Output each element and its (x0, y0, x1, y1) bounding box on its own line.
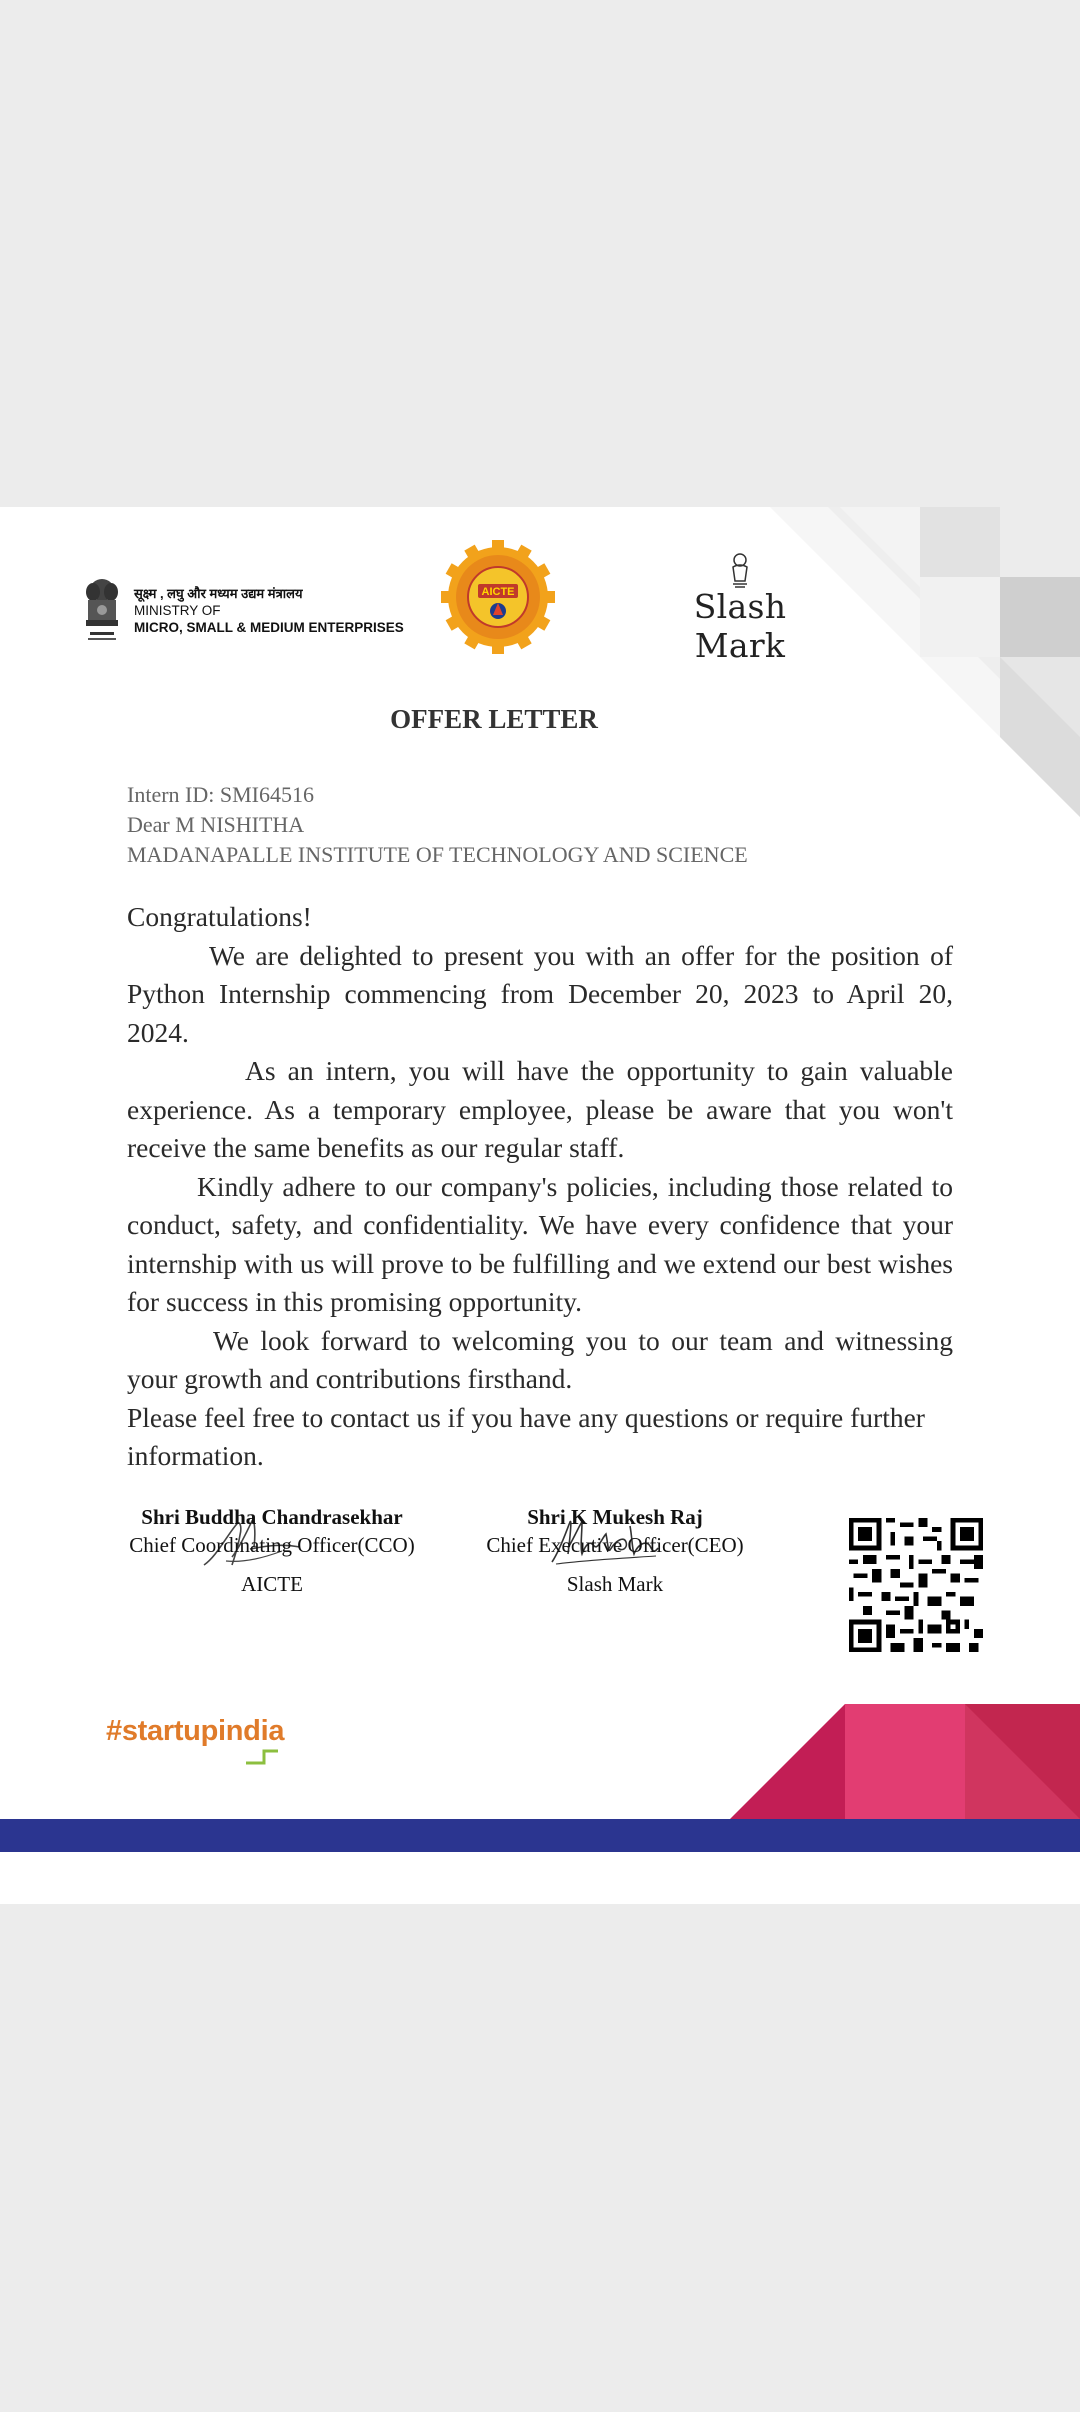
startupindia-arrow-icon (244, 1745, 280, 1767)
signatory-name: Shri K Mukesh Raj (527, 1505, 703, 1529)
qr-code (849, 1518, 983, 1652)
congratulations-line: Congratulations! (127, 901, 312, 932)
signatory-org: AICTE (241, 1572, 303, 1596)
recipient-college: MADANAPALLE INSTITUTE OF TECHNOLOGY AND SCIENCE (127, 842, 748, 867)
paragraph-1: We are delighted to present you with an offer for the position of Python Internship commencing from December 20, 2023 to April 20, 2024. (127, 939, 953, 1048)
recipient-block (127, 780, 748, 870)
letter-body (127, 898, 953, 1476)
intern-id: Intern ID: SMI64516 (127, 782, 314, 807)
aicte-logo (441, 540, 555, 654)
national-emblem-icon (80, 574, 124, 646)
startupindia-logo (106, 1715, 284, 1748)
signatory-role: Chief Executive Officer(CEO) (486, 1533, 744, 1557)
ministry-line1: MINISTRY OF (134, 602, 221, 618)
footer-bar (0, 1819, 1080, 1852)
msme-logo (80, 574, 404, 646)
offer-letter-page (0, 507, 1080, 1904)
startupindia-hashtag: #startupindia (106, 1715, 285, 1747)
paragraph-3: Kindly adhere to our company's policies, including those related to conduct, safety, and confidentiality. We have every confidence that your internship with us will prove to be fulfilling and we extend our best wishes for success in this promising opportunity. (127, 1170, 953, 1317)
signatory-name: Shri Buddha Chandrasekhar (141, 1505, 403, 1529)
signatory-role: Chief Coordinating Officer(CCO) (129, 1533, 415, 1557)
recipient-name: Dear M NISHITHA (127, 812, 305, 837)
paragraph-2: As an intern, you will have the opportunity to gain valuable experience. As a temporary employee, please be aware that you won't receive the same benefits as our regular staff. (127, 1055, 953, 1163)
corner-decoration-bottom (730, 1704, 1080, 1819)
paragraph-4: We look forward to welcoming you to our team and witnessing your growth and contributions firsthand. (127, 1324, 953, 1394)
signatory-org: Slash Mark (566, 1572, 664, 1596)
signature-block-cco (117, 1505, 427, 1597)
ministry-hindi: सूक्ष्म , लघु और मध्यम उद्यम मंत्रालय (134, 585, 303, 601)
slashmark-name: Slash Mark (693, 587, 787, 665)
paragraph-5: Please feel free to contact us if you have any questions or require further information. (127, 1401, 925, 1471)
signature-block-ceo (465, 1505, 765, 1597)
ministry-line2: MICRO, SMALL & MEDIUM ENTERPRISES (134, 619, 404, 635)
aicte-logo-label: AICTE (481, 586, 515, 598)
slashmark-figure-icon (725, 553, 755, 589)
page-title: OFFER LETTER (390, 704, 598, 734)
slashmark-logo (650, 553, 830, 665)
